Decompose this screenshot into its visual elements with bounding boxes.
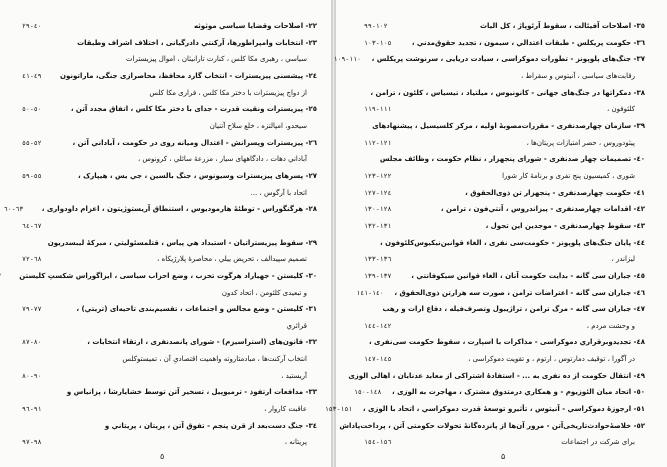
toc-list-right <box>324 22 645 447</box>
toc-entry <box>364 272 645 280</box>
toc-entry-page-range: ٥٥-٥٩ <box>22 171 42 180</box>
toc-entry <box>333 55 645 64</box>
toc-entry-text: قرائري <box>286 321 307 330</box>
toc-entry <box>3 205 317 214</box>
toc-entry-text: ٣٩- سازمان چهارصدنفرى - مقررات‌مصوبهٔ اوليه ، مرکز کلسيسيل ، پيشنهادهاى <box>372 121 645 130</box>
toc-entry-text: و تبعيدى کلئومن ، اتحاد کدون <box>221 288 307 297</box>
toc-entry-page-range: ٤٩-٤١ <box>22 71 42 80</box>
toc-entry-text: اتحاد با آرگوس ، ... <box>250 188 307 197</box>
toc-entry-text: سيحدو، امپالتزه ، خلع سلاح آتنيان <box>209 121 307 130</box>
toc-entry <box>22 422 317 430</box>
toc-entry-text: در آگورا ، توقيف دمارتوس ، ارتوم ، و تقويت دموکراسى ، <box>468 355 635 364</box>
toc-entry <box>364 255 645 263</box>
toc-entry-text: ٢٦- پيزيسترات وپسرانش - اعتدال وميانه روى در حکومت ، آباداني آتن ، <box>72 138 317 147</box>
toc-entry-page-range: ١٣٧-١٣٩ <box>364 271 392 280</box>
toc-entry-text: عاقبت کاروار ، <box>264 405 307 414</box>
toc-list-left <box>3 22 317 447</box>
toc-entry-page-range: ١٢٨-١٣٠ <box>364 205 392 214</box>
toc-entry-page-range: ٤٠-٢٩ <box>22 22 42 30</box>
toc-entry <box>364 139 645 147</box>
toc-entry <box>22 55 317 63</box>
toc-entry <box>22 388 317 396</box>
toc-entry <box>22 189 317 197</box>
toc-entry-text: ٣٥- اصلاحات آفيئالت ، سقوط آرئوپاژ ، کل الياث <box>480 22 645 30</box>
toc-entry <box>22 372 317 380</box>
toc-entry <box>324 405 645 414</box>
toc-entry-text: ٤٦- جباران سى گانه - اعتراضات ترامن ، صورت سه هزارتن ذوى‌الحقوق ، <box>394 288 645 297</box>
toc-entry <box>364 89 645 97</box>
toc-entry <box>22 89 317 97</box>
toc-entry-text: ٥٢- خلاصهٔ‌حوادث‌تاريخى‌آتن - مرور آن‌ها از پانزده‌گانهٔ تحولات حکومتى آتن ، پرداخت‌پاداش <box>339 421 645 430</box>
toc-entry-text: ٤٩- انتقال حکومت از ده نفرى به ... - استفادهٔ اشتراکى از معابد عدنايان ، اهالى الوزى <box>348 371 645 380</box>
toc-entry <box>364 155 645 163</box>
toc-entry <box>19 271 317 280</box>
toc-entry-page-range: ١٥١-١٥٣ <box>324 405 353 414</box>
toc-entry <box>22 305 317 313</box>
toc-entry <box>354 388 645 397</box>
toc-entry-text: ٣٦- حکومت پريکلس - طبقات اعتدالي ، سيمون ، تجديد حقوق‌مدني ، <box>411 38 645 47</box>
toc-entry-page-range: ١٠٢-٩٩ <box>364 22 388 30</box>
toc-entry-text: ٤٠- تصميمات چهار صدنفرى - شوراى پنجهزار ، نظام حکومت ، وظائف مجلس <box>379 155 645 164</box>
toc-entry-text: ٤٤- پايان جنگ‌هاى پلوپونز - حکومت‌سى نفرى ، الغاء قوانين‌نيکيوس‌کلئوفون ، <box>380 238 645 247</box>
toc-entry <box>22 355 317 363</box>
toc-entry <box>339 421 645 430</box>
toc-entry <box>364 322 645 330</box>
toc-entry-text: ٣٠- کليستن - جهياراد هرگوت تحزب ، وضع احزاب سياسى ، ايزاگوراس شکستِ کليستن <box>19 271 317 280</box>
toc-entry <box>364 72 645 80</box>
toc-entry-text: ٤٨- تجديدوبرقراري دموکراسى - مذاکرات با اسپارت ، سقوط حکومت سى‌نفرى ، <box>368 338 645 347</box>
toc-entry-page-range: ٧٧-٧٩ <box>22 305 42 314</box>
toc-entry <box>364 338 645 346</box>
page-number-right: ۵ <box>501 452 506 461</box>
toc-entry <box>364 438 645 446</box>
toc-entry-text: سياسي ، رهبرى مکا کلس ، کنارت تارانيثان ، اموال پيزيسترات <box>125 55 307 64</box>
toc-entry-text: ٤٢- اقدامات چهارصدنفرى - پيزاندروس ، آنتي‌فون ، ترامن ، <box>440 205 645 214</box>
toc-entry <box>22 239 317 247</box>
toc-entry <box>356 288 645 297</box>
toc-entry-page-range: ١٢١-١١٢ <box>364 138 392 147</box>
toc-entry <box>22 322 317 330</box>
toc-entry-text: ٢٥- پيزيسترات ونقيت قدرت - جداى با دختر مکا کلس ، اتفاق مجدد آتن ، <box>70 105 317 114</box>
toc-entry-text: ٢٩- سقوط پيزيستراتيان - استبداد هي پياس ، قتلمسئوليتي ، مبرکهٔ ليبسدريون <box>47 238 317 247</box>
toc-entry-text: ٢٤- پيشسنى پيزيسترات - انتخاب گارد محافظ، محاصرازى جنگى، ماراتونون <box>60 71 317 80</box>
toc-entry-text: ٢٧- پسرهاى پيزيسترات وسيونوس ، جنگ بالسين ، جي يس ، هيپارک ، <box>77 171 317 180</box>
toc-entry-text: انتخاب آرکنت‌ها ، مبادمتاروته واهميت اقتصادىِ آن ، تميستوکلس <box>122 355 307 364</box>
toc-entry <box>364 22 645 30</box>
toc-entry-text: شورى ، کميسيون پنج نفرى و برنامهٔ کار شورا <box>502 171 635 180</box>
toc-entry-page-range: ١٢٤-١٢٧ <box>364 188 392 197</box>
toc-entry <box>364 239 645 247</box>
toc-entry-text: و وحشت مردم ، <box>586 321 635 330</box>
toc-entry <box>22 122 317 130</box>
toc-entry-text: آباداني دهات ، دادگاههاى سيار ، مزرعهٔ سائلي ، کرونوس ، <box>137 155 307 164</box>
toc-entry-page-range: ١٣١-١٣٢ <box>364 221 392 230</box>
toc-entry-text: ٣٣- مدافعات ارتفوذ - ترميوپيل ، تسخير آتن توسط خشايارشا ، پزانياس و <box>66 388 317 397</box>
toc-entry-text: ٣٧- جنگ‌هاى پلوپونز - تطورات دموکراسى ، سيادت دريايى ، سرنوشت پريکلس ، <box>371 55 645 64</box>
toc-entry-page-range: ١١٠-١٠٩ <box>333 55 362 64</box>
toc-entry <box>22 222 317 230</box>
toc-entry <box>22 22 317 30</box>
toc-entry <box>22 255 317 263</box>
toc-entry-page-range: ٨٠-٨٧ <box>22 338 42 347</box>
toc-entry-text: ٢٨- هرگنگوراس - توطئهٔ هارموديوس ، استنطاق آريستوژيتون ، اعزام داودوارى ، <box>41 205 317 214</box>
toc-entry-page-range: ١٤٠-١٤١ <box>356 288 384 297</box>
toc-entry <box>22 438 317 446</box>
toc-entry-text: ٣٢- قانون‌هاى (استراسيزم) - شوراى پانصدنفرى ، ارتقاء انتخابات ، <box>87 338 317 347</box>
toc-entry-page-range: ١٣٦-١٣٣ <box>364 255 392 264</box>
toc-entry-page-range: ٩٠-٨٠ <box>22 371 42 380</box>
toc-entry-page-range: ١٤٥-١٤٧ <box>364 355 392 364</box>
toc-entry <box>364 172 645 180</box>
toc-entry <box>364 305 645 313</box>
page-number-left: ٥ <box>160 452 165 461</box>
toc-entry <box>364 122 645 130</box>
toc-entry-page-range: ٩١-٩٦ <box>22 405 42 414</box>
toc-entry-text: ٤٧- جباران سى گانه - مرگ ترامن ، تراژيبول وتصرف‌فيله ، دفاع ارات و رهب <box>382 305 645 314</box>
toc-entry-text: ٤٥- جباران سى گانه - بدايت حکومت آنان ، الغاء قوانين سيکوفانتي ، <box>411 271 645 280</box>
toc-entry <box>22 338 317 346</box>
toc-entry-text: ٤٣- سقوط چهارصدنفرى - موجدين اين تحول ، <box>485 221 645 230</box>
toc-entry-text: براى شرکت در اجتماعات <box>561 438 635 447</box>
toc-entry <box>22 39 317 47</box>
toc-entry-page-range: ٩٨-٩٧ <box>22 438 42 447</box>
toc-entry-text: کلئوفون ، <box>607 105 635 114</box>
toc-entry <box>364 189 645 197</box>
toc-entry-page-range: ١٥٦-١٥٤ <box>364 438 392 447</box>
toc-entry <box>364 205 645 213</box>
toc-entry-text: ٢٣- انتخابات وامپراطورها، آرکنتي دادرگيانى ، اختلاف اشراف وطبقات <box>77 38 317 47</box>
toc-entry-page-range: ١٤٨-١٥٠ <box>354 388 382 397</box>
toc-entry-page-range: ٥٢-٥٥ <box>22 138 42 147</box>
toc-entry-text: پيثودوروس ، حصر امتيازات پريتان‌ها ، <box>526 138 635 147</box>
toc-entry <box>22 105 317 113</box>
toc-entry-text: ٣١- کليستن - وضع مجالس و اجتماعات ، تقسيم‌بندى تاحيه‌اى (تريتي) ، <box>76 305 317 314</box>
toc-entry-text: از دواج پيزيسترات با دختر مکا کلس ، فرارى مکا کلس <box>149 88 307 97</box>
toc-entry <box>22 72 317 80</box>
toc-entry-page-range <box>0 272 15 280</box>
toc-entry-text: ٢٢- اصلاحات وقضايا سياسي موثوثه <box>193 22 317 30</box>
toc-entry-page-range: ٦٧-٦٤ <box>22 221 42 230</box>
toc-entry-page-range: ٦٣-٦٠ <box>3 205 24 214</box>
toc-entry <box>364 222 645 230</box>
toc-entry <box>364 105 645 113</box>
toc-entry-page-range: ٥٠-٥٠ <box>22 105 42 114</box>
toc-entry-page-range: ١٠٥-١٠٣ <box>364 38 392 47</box>
toc-entry-page-range: ١٢٢-١٢٣ <box>364 171 392 180</box>
toc-entry-page-range: ١١١-١١٩ <box>364 105 392 114</box>
toc-entry-text: ٣٨- دمکراتها در جنگ‌هاى جهانى - کانونيوس ، ميلتياد ، تيسياس ، کلئون ، ترامن ، <box>370 88 645 97</box>
toc-entry <box>364 355 645 363</box>
toc-entry-text: ٤١- حکومت چهارصدنفرى - پنجهزار تن ذوى‌الحقوق ، <box>465 188 645 197</box>
toc-entry <box>22 172 317 180</box>
toc-entry-text: ليزاندر ، <box>611 255 635 264</box>
toc-entry <box>364 39 645 47</box>
toc-entry <box>22 405 317 413</box>
toc-entry-text: ٣٤- جنگ دست‌بعد از قرن پنجم - تفوق آتن ، پريتان ، پريتاني و <box>104 421 317 430</box>
toc-entry-text: تصميم سپيدالف ، تحريض ييلي ، محاصرهٔ پلارژيکاه ، <box>157 255 307 264</box>
toc-entry <box>22 289 317 297</box>
left-page <box>0 0 332 467</box>
toc-entry-page-range: ٦٨-٧٢ <box>22 255 42 264</box>
toc-entry-text: ٥١- ارجوزهٔ دموکراسي - آنيتوس ، تأثيرو توسعهٔ قدرت دموکراسي ، اتحاد با الوزى ، <box>362 405 645 414</box>
toc-entry-text: رقابت‌هاى سياسى ، آنيتوس و سقراط ، <box>520 71 635 80</box>
right-page <box>324 0 667 467</box>
toc-entry-text: ٥٠- اتحاد ميان الئوزيوم - و همکاري درمتدوق مشترک ، مهاجرت به الوزى ، <box>392 388 645 397</box>
toc-entry <box>348 371 645 380</box>
toc-entry <box>22 155 317 163</box>
toc-entry-page-range: ١٤٢-١٤٤ <box>364 321 392 330</box>
toc-entry <box>22 139 317 147</box>
toc-entry-text: پريتانه ، <box>284 438 307 447</box>
toc-entry-text: آريستيد ، <box>281 371 307 380</box>
